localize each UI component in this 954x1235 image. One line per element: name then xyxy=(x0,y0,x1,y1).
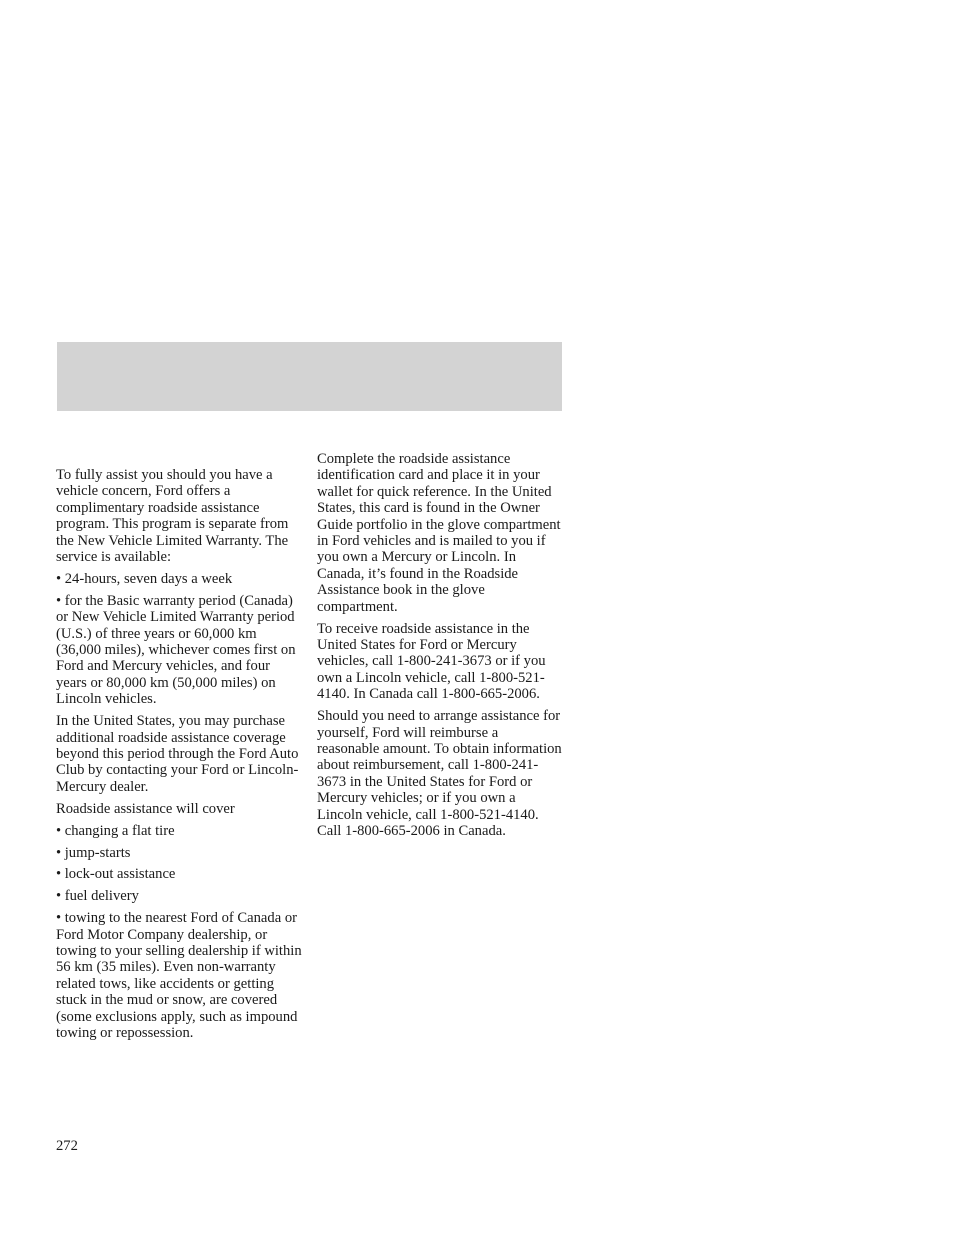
reimbursement-paragraph: Should you need to arrange assistance for yourself, Ford will reimburse a reasonable amount. To obtain information about reimbursement, call 1-800-241-3673 in the United States for Ford or Mercury vehicles; or if you own a Lincoln vehicle, call 1-800-521-4140. Call 1-800-665-2006 in Canada. xyxy=(317,708,562,839)
section-header-band xyxy=(57,342,562,411)
bullet-flat-tire: • changing a flat tire xyxy=(56,822,175,839)
contact-numbers-paragraph: To receive roadside assistance in the United States for Ford or Mercury vehicles, call 1-800-241-3673 or if you own a Lincoln vehicle, call 1-800-521-4140. In Canada call 1-800-665-2006. xyxy=(317,620,546,703)
coverage-heading: Roadside assistance will cover xyxy=(56,800,235,817)
right-column xyxy=(317,451,563,845)
left-column xyxy=(56,467,302,1047)
id-card-paragraph: Complete the roadside assistance identification card and place it in your wallet for quick reference. In the United States, this card is found in the Owner Guide portfolio in the glove compartment in Ford vehicles and is mailed to you if you own a Mercury or Lincoln. In Canada, it’s found in the Roadside Assistance book in the glove compartment. xyxy=(317,451,561,615)
page-number: 272 xyxy=(56,1138,78,1154)
bullet-availability-hours: • 24-hours, seven days a week xyxy=(56,570,233,587)
bullet-warranty-period: • for the Basic warranty period (Canada) or New Vehicle Limited Warranty period (U.S.) of three years or 60,000 km (36,000 miles), whichever comes first on Ford and Mercury vehicles, and four years or 80,000 km (50,000 miles) on Lincoln vehicles. xyxy=(56,592,296,708)
bullet-jump-starts: • jump-starts xyxy=(56,844,131,861)
bullet-fuel-delivery: • fuel delivery xyxy=(56,888,139,905)
bullet-towing: • towing to the nearest Ford of Canada or Ford Motor Company dealership, or towing to your selling dealership if within 56 km (35 miles). Even non-warranty related tows, like accidents or getting stuck in the mud or snow, are covered (some exclusions apply, such as impound towing or repossession. xyxy=(56,910,302,1042)
additional-coverage-paragraph: In the United States, you may purchase additional roadside assistance coverage beyond this period through the Ford Auto Club by contacting your Ford or Lincoln-Mercury dealer. xyxy=(56,713,299,795)
bullet-lock-out: • lock-out assistance xyxy=(56,866,176,883)
intro-paragraph: To fully assist you should you have a vehicle concern, Ford offers a complimentary roadside assistance program. This program is separate from the New Vehicle Limited Warranty. The service is available: xyxy=(56,467,289,566)
